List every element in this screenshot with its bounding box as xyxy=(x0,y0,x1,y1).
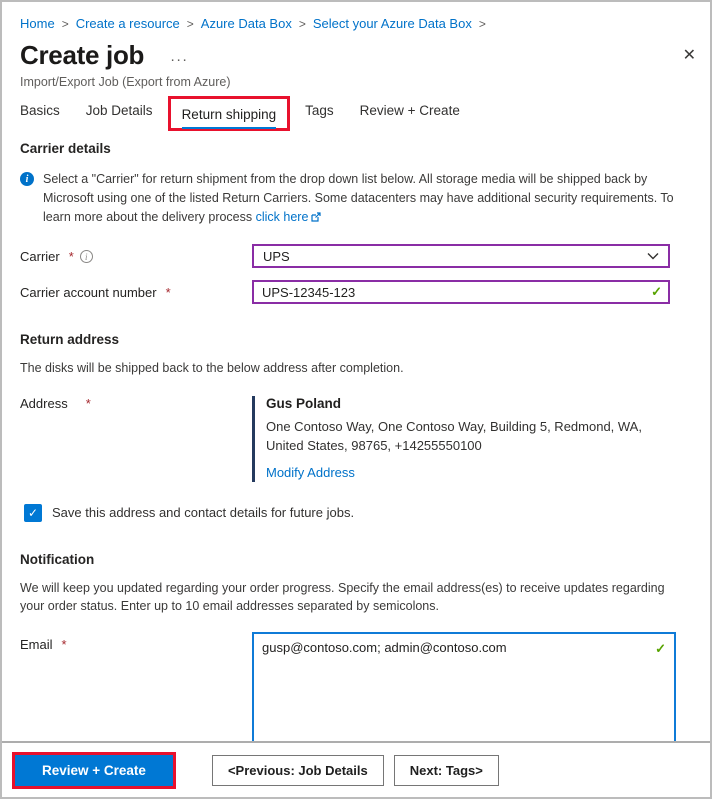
tab-basics[interactable]: Basics xyxy=(20,103,60,118)
save-address-checkbox-row[interactable] xyxy=(24,504,692,522)
tab-bar xyxy=(20,103,692,125)
more-options-icon[interactable]: ··· xyxy=(170,51,189,68)
required-asterisk: * xyxy=(61,637,67,653)
breadcrumb-home[interactable]: Home xyxy=(20,16,55,31)
previous-job-details-button[interactable]: <Previous: Job Details xyxy=(212,755,384,786)
carrier-account-input[interactable] xyxy=(252,280,670,304)
required-asterisk: * xyxy=(68,248,74,264)
carrier-select-value: UPS xyxy=(263,248,290,264)
review-create-button[interactable]: Review + Create xyxy=(15,755,173,786)
carrier-account-label-text: Carrier account number xyxy=(20,284,157,300)
click-here-link[interactable]: click here xyxy=(255,209,309,224)
address-line: One Contoso Way, One Contoso Way, Building 5, Redmond, WA, United States, 98765, +14255550100 xyxy=(266,419,642,453)
next-tags-button[interactable]: Next: Tags> xyxy=(394,755,499,786)
save-address-checkbox-label: Save this address and contact details for future jobs. xyxy=(52,505,355,521)
carrier-select[interactable] xyxy=(252,244,670,268)
email-textarea-wrap xyxy=(252,632,676,749)
return-shipping-annotation-box xyxy=(168,96,291,131)
breadcrumb-separator: > xyxy=(478,16,486,31)
tab-job-details[interactable]: Job Details xyxy=(85,103,153,118)
breadcrumb-separator: > xyxy=(61,16,69,31)
breadcrumb xyxy=(20,2,692,31)
tab-review-create[interactable]: Review + Create xyxy=(359,103,460,118)
close-icon[interactable]: ✕ xyxy=(682,47,696,64)
breadcrumb-azure-data-box[interactable]: Azure Data Box xyxy=(200,16,292,31)
email-label xyxy=(20,632,252,652)
breadcrumb-select-your-azure-data-box[interactable]: Select your Azure Data Box xyxy=(312,16,472,31)
title-bar xyxy=(20,40,692,71)
carrier-hint-icon[interactable]: i xyxy=(80,250,93,263)
breadcrumb-separator: > xyxy=(298,16,306,31)
email-label-text: Email xyxy=(20,637,53,653)
carrier-info-note xyxy=(20,170,692,226)
page-subtitle: Import/Export Job (Export from Azure) xyxy=(20,75,231,89)
info-icon: i xyxy=(20,172,34,186)
notification-description: We will keep you updated regarding your order progress. Specify the email address(es) to receive updates regarding your order status. Enter up to 10 email addresses separated by semicolons. xyxy=(20,580,665,614)
chevron-down-icon xyxy=(647,252,659,260)
required-asterisk: * xyxy=(85,396,91,411)
carrier-info-text xyxy=(43,170,692,226)
carrier-account-field-row xyxy=(20,280,692,304)
contact-name: Gus Poland xyxy=(266,396,342,411)
footer-bar xyxy=(2,741,710,797)
email-textarea[interactable] xyxy=(254,634,674,747)
modify-address-link[interactable]: Modify Address xyxy=(266,464,355,480)
return-address-heading: Return address xyxy=(20,332,120,348)
required-asterisk: * xyxy=(165,284,171,300)
address-label-text: Address xyxy=(20,396,68,411)
carrier-label xyxy=(20,249,252,264)
breadcrumb-create-a-resource[interactable]: Create a resource xyxy=(75,16,180,31)
return-address-description: The disks will be shipped back to the below address after completion. xyxy=(20,361,404,376)
valid-check-icon: ✓ xyxy=(655,641,666,657)
tab-return-shipping[interactable]: Return shipping xyxy=(182,107,277,129)
carrier-info-text-body: Select a "Carrier" for return shipment from the drop down list below. All storage media will be shipped back by Microsoft using one of the listed Return Carriers. Some datacenters may have additional security requirements. To learn more about the delivery process xyxy=(43,172,674,224)
page-title: Create job xyxy=(20,40,145,70)
carrier-label-text: Carrier xyxy=(20,248,60,264)
carrier-account-input-wrap xyxy=(252,280,670,304)
address-label xyxy=(20,396,252,411)
valid-check-icon: ✓ xyxy=(651,284,662,300)
address-field-row xyxy=(20,396,692,482)
breadcrumb-separator: > xyxy=(186,16,194,31)
address-summary-block xyxy=(252,396,680,482)
email-field-row xyxy=(20,632,692,749)
external-link-icon xyxy=(311,212,321,222)
save-address-checkbox[interactable]: ✓ xyxy=(24,504,42,522)
carrier-details-heading: Carrier details xyxy=(20,141,111,156)
carrier-field-row xyxy=(20,244,692,268)
notification-heading: Notification xyxy=(20,551,95,567)
tab-tags[interactable]: Tags xyxy=(305,103,334,118)
carrier-account-label xyxy=(20,285,252,300)
